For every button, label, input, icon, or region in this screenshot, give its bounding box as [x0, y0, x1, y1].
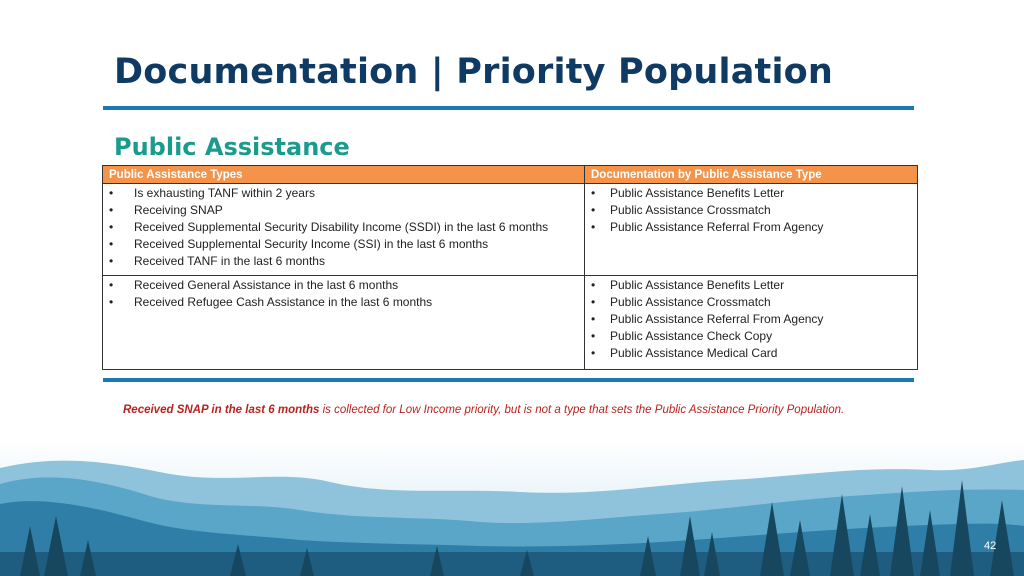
bullet-icon: • [591, 329, 596, 343]
bullet-icon: • [109, 295, 114, 309]
title-divider [103, 106, 914, 110]
list-item-text: Public Assistance Referral From Agency [610, 312, 824, 326]
list-item [585, 219, 917, 236]
table-row [103, 184, 918, 276]
list-item [585, 294, 917, 311]
bullet-icon: • [591, 220, 596, 234]
list-item-text: Public Assistance Benefits Letter [610, 186, 785, 200]
list-item [103, 202, 584, 219]
list-item [103, 219, 584, 236]
list-item-text: Is exhausting TANF within 2 years [134, 186, 315, 200]
types-list [103, 185, 584, 270]
types-cell [103, 184, 585, 276]
list-item-text: Public Assistance Referral From Agency [610, 220, 824, 234]
bullet-icon: • [109, 186, 114, 200]
types-list [103, 277, 584, 311]
page-number: 42 [984, 540, 997, 552]
list-item [103, 277, 584, 294]
list-item-text: Public Assistance Crossmatch [610, 203, 771, 217]
bullet-icon: • [109, 220, 114, 234]
bullet-icon: • [591, 346, 596, 360]
list-item [103, 253, 584, 270]
docs-cell [585, 184, 918, 276]
list-item-text: Received Supplemental Security Income (SSI) in the last 6 months [134, 237, 489, 251]
list-item-text: Received Supplemental Security Disability Income (SSDI) in the last 6 months [134, 220, 549, 234]
list-item [585, 311, 917, 328]
list-item-text: Received Refugee Cash Assistance in the last 6 months [134, 295, 433, 309]
list-item [585, 185, 917, 202]
table-row [103, 276, 918, 370]
header-assistance-types: Public Assistance Types [103, 166, 585, 184]
list-item-text: Public Assistance Check Copy [610, 329, 773, 343]
bullet-icon: • [591, 295, 596, 309]
slide-title: Documentation | Priority Population [114, 52, 833, 92]
list-item [585, 345, 917, 362]
list-item-text: Public Assistance Medical Card [610, 346, 778, 360]
bullet-icon: • [591, 312, 596, 326]
list-item-text: Receiving SNAP [134, 203, 223, 217]
list-item [585, 277, 917, 294]
list-item-text: Public Assistance Crossmatch [610, 295, 771, 309]
footnote-emphasis: Received SNAP in the last 6 months [123, 404, 320, 416]
types-cell [103, 276, 585, 370]
mountain-forest-illustration [0, 440, 1024, 576]
bullet-icon: • [591, 203, 596, 217]
header-documentation: Documentation by Public Assistance Type [585, 166, 918, 184]
list-item [585, 328, 917, 345]
docs-list [585, 277, 917, 362]
list-item [103, 294, 584, 311]
public-assistance-table [102, 165, 918, 370]
footnote-text: is collected for Low Income priority, but is not a type that sets the Public Assistance Priority Population. [319, 404, 845, 416]
list-item [103, 236, 584, 253]
table-header-row [103, 166, 918, 184]
bullet-icon: • [109, 203, 114, 217]
list-item-text: Public Assistance Benefits Letter [610, 278, 785, 292]
docs-cell [585, 276, 918, 370]
list-item [585, 202, 917, 219]
docs-list [585, 185, 917, 236]
list-item [103, 185, 584, 202]
list-item-text: Received TANF in the last 6 months [134, 254, 325, 268]
bullet-icon: • [591, 278, 596, 292]
bottom-divider [103, 378, 914, 382]
bullet-icon: • [109, 237, 114, 251]
list-item-text: Received General Assistance in the last 6 months [134, 278, 399, 292]
bullet-icon: • [109, 278, 114, 292]
footnote [123, 404, 844, 416]
bullet-icon: • [591, 186, 596, 200]
section-subtitle: Public Assistance [114, 133, 350, 161]
bullet-icon: • [109, 254, 114, 268]
